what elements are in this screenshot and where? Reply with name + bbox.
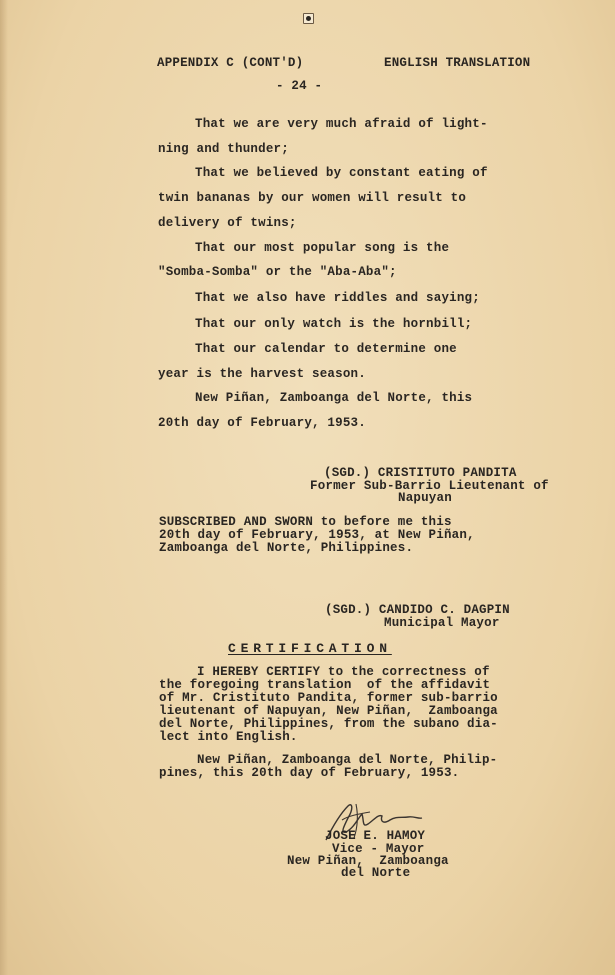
certification-line: lieutenant of Napuyan, New Piñan, Zamboanga: [159, 704, 498, 718]
body-line: New Piñan, Zamboanga del Norte, this: [195, 391, 473, 405]
body-line: That we are very much afraid of light-: [195, 117, 488, 131]
vice-mayor-place-line: del Norte: [341, 866, 411, 880]
certification-line: of Mr. Cristituto Pandita, former sub-barrio: [159, 691, 498, 705]
affiant-name: (SGD.) CRISTITUTO PANDITA: [324, 466, 517, 480]
mayor-title: Municipal Mayor: [384, 616, 500, 630]
certification-title: CERTIFICATION: [228, 641, 392, 656]
body-line: That our most popular song is the: [195, 241, 450, 255]
page-number: - 24 -: [276, 79, 323, 93]
body-line: That our calendar to determine one: [195, 342, 457, 356]
jurat-line: Zamboanga del Norte, Philippines.: [159, 541, 414, 555]
body-line: 20th day of February, 1953.: [158, 416, 366, 430]
body-line: delivery of twins;: [158, 216, 297, 230]
page-edge-shadow: [0, 0, 8, 975]
translation-header: ENGLISH TRANSLATION: [384, 56, 531, 70]
certification-line: lect into English.: [159, 730, 298, 744]
certification-line: del Norte, Philippines, from the subano dia-: [159, 717, 498, 731]
body-line: That we believed by constant eating of: [195, 166, 488, 180]
jurat-line: 20th day of February, 1953, at New Piñan,: [159, 528, 475, 542]
body-line: That our only watch is the hornbill;: [195, 317, 473, 331]
affiant-title: Former Sub-Barrio Lieutenant of: [310, 479, 549, 493]
binder-hole: [303, 13, 314, 24]
mayor-name: (SGD.) CANDIDO C. DAGPIN: [325, 603, 510, 617]
affiant-place: Napuyan: [398, 491, 452, 505]
certification-line: the foregoing translation of the affidavit: [159, 678, 491, 692]
body-line: "Somba-Somba" or the "Aba-Aba";: [158, 265, 397, 279]
appendix-header: APPENDIX C (CONT'D): [157, 56, 304, 70]
vice-mayor-place-line: New Piñan, Zamboanga: [287, 854, 449, 868]
jurat-line: SUBSCRIBED AND SWORN to before me this: [159, 515, 452, 529]
certification-place-line: pines, this 20th day of February, 1953.: [159, 766, 460, 780]
certification-place-line: New Piñan, Zamboanga del Norte, Philip-: [197, 753, 498, 767]
body-line: twin bananas by our women will result to: [158, 191, 467, 205]
body-line: That we also have riddles and saying;: [195, 291, 480, 305]
body-line: ning and thunder;: [158, 142, 289, 156]
certification-line: I HEREBY CERTIFY to the correctness of: [197, 665, 490, 679]
body-line: year is the harvest season.: [158, 367, 366, 381]
vice-mayor-title: Vice - Mayor: [332, 842, 425, 856]
vice-mayor-name: JOSE E. HAMOY: [325, 829, 426, 843]
